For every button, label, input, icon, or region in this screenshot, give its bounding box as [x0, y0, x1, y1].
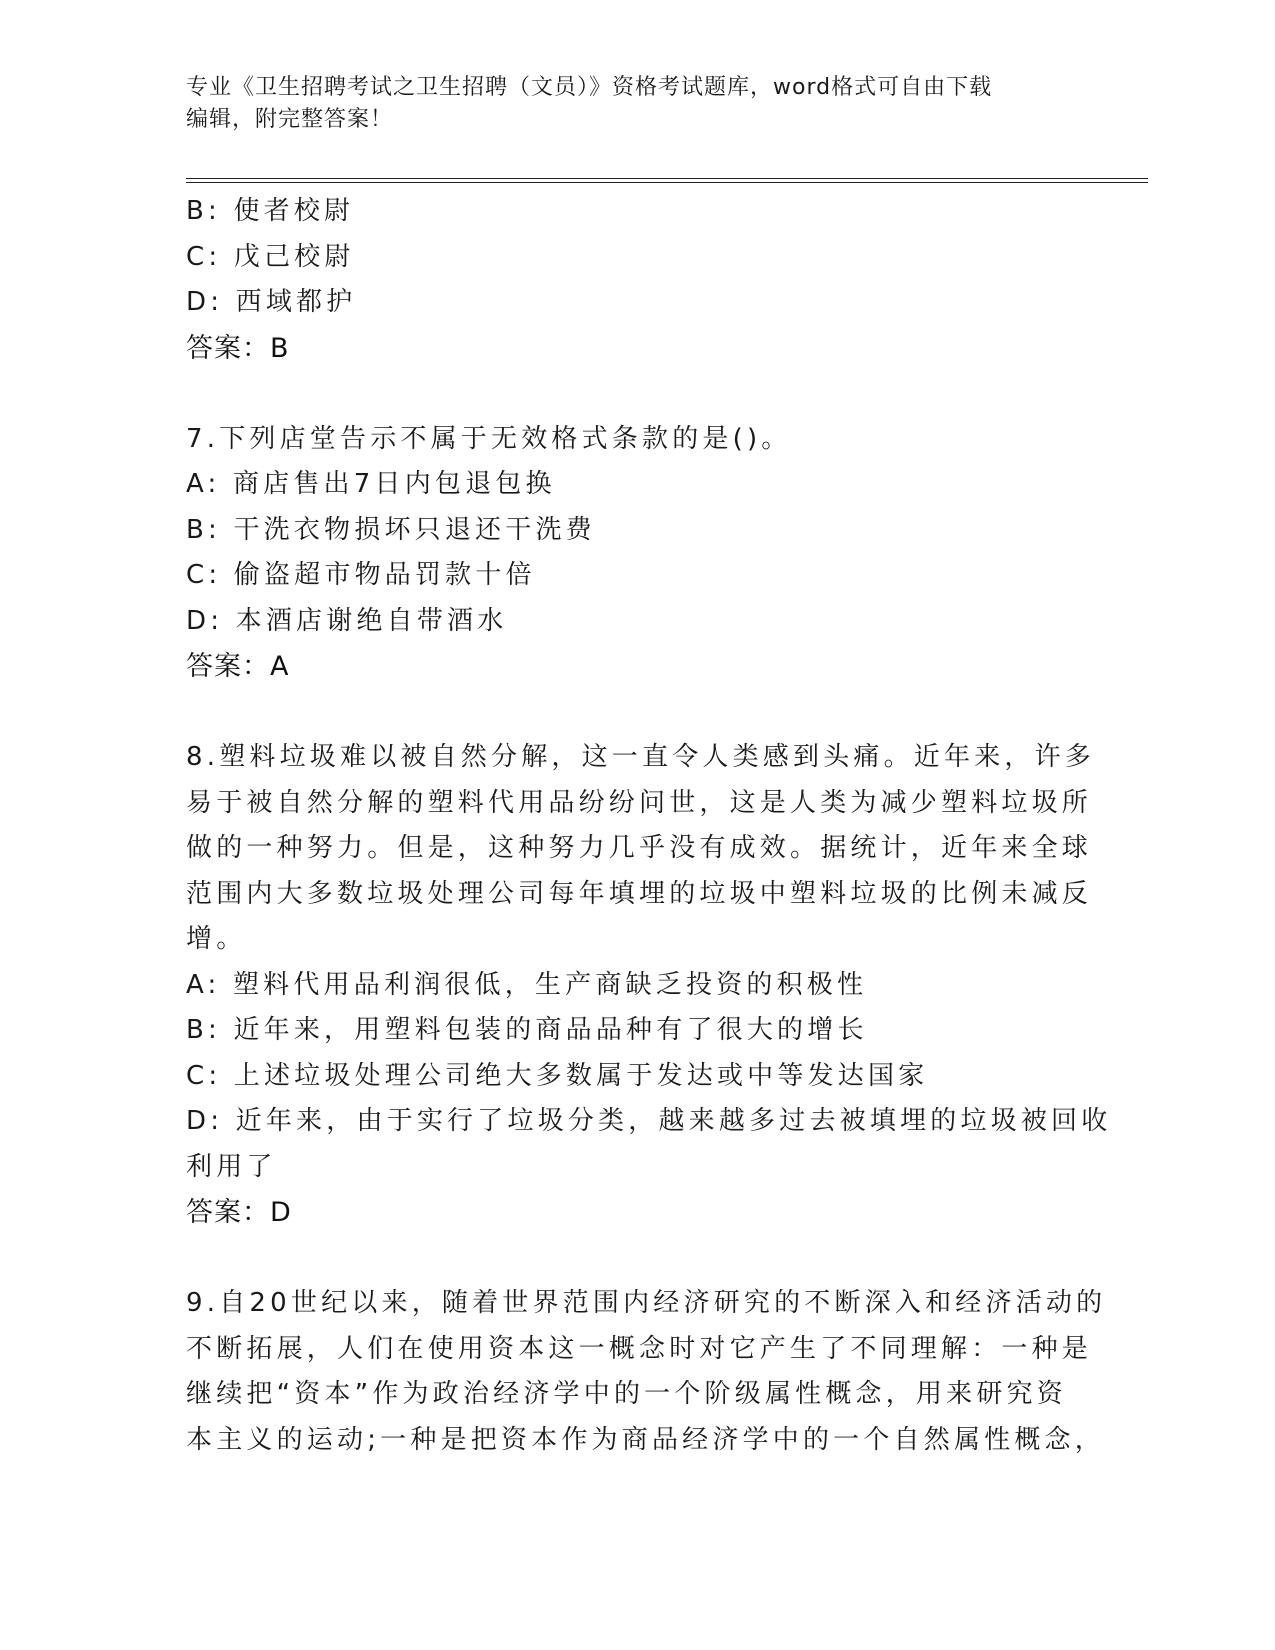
question-list — [186, 189, 1112, 1463]
spacer — [186, 1236, 1076, 1282]
option-a: A: 塑料代用品利润很低，生产商缺乏投资的积极性 — [186, 969, 868, 1000]
header-title-line-2: 编辑，附完整答案！ — [186, 107, 394, 132]
option-a: A: 商店售出7日内包退包换 — [186, 469, 556, 499]
question-stem-line: 易于被自然分解的塑料代用品纷纷问世，这是人类为减少塑料垃圾所 — [186, 787, 1093, 818]
option-b: B: 近年来，用塑料包装的商品品种有了很大的增长 — [186, 1015, 868, 1045]
option-c: C: 偷盗超市物品罚款十倍 — [186, 560, 536, 590]
answer-label: 答案：A — [186, 651, 290, 682]
document-header — [186, 72, 1066, 136]
header-double-rule — [186, 178, 1148, 183]
option-c: C: 戊己校尉 — [186, 241, 355, 272]
option-d-continued: 利用了 — [186, 1151, 277, 1182]
spacer — [186, 690, 1076, 736]
question-stem-line: 继续把“资本”作为政治经济学中的一个阶级属性概念，用来研究资 — [186, 1379, 1067, 1409]
question-9 — [186, 1281, 1107, 1463]
question-stem-line: 9.自20世纪以来，随着世界范围内经济研究的不断深入和经济活动的 — [186, 1288, 1107, 1318]
question-6 — [186, 189, 1076, 371]
header-title-line-1: 专业《卫生招聘考试之卫生招聘（文员）》资格考试题库，word格式可自由下载 — [186, 75, 993, 100]
spacer — [186, 371, 1076, 417]
option-b: B: 使者校尉 — [186, 196, 355, 226]
question-7 — [186, 417, 1076, 690]
question-stem-line: 增。 — [186, 924, 247, 954]
question-stem-line: 本主义的运动;一种是把资本作为商品经济学中的一个自然属性概念， — [186, 1424, 1105, 1455]
option-c: C: 上述垃圾处理公司绝大多数属于发达或中等发达国家 — [186, 1060, 929, 1091]
question-stem-line: 8.塑料垃圾难以被自然分解，这一直令人类感到头痛。近年来，许多 — [186, 742, 1096, 772]
option-d: D: 西域都护 — [186, 287, 357, 317]
question-stem-line: 做的一种努力。但是，这种努力几乎没有成效。据统计，近年来全球 — [186, 833, 1093, 863]
option-d: D: 近年来，由于实行了垃圾分类，越来越多过去被填埋的垃圾被回收 — [186, 1106, 1112, 1136]
question-stem: 7.下列店堂告示不属于无效格式条款的是()。 — [186, 423, 792, 454]
option-b: B: 干洗衣物损坏只退还干洗费 — [186, 514, 596, 545]
answer-label: 答案：D — [186, 1197, 292, 1228]
question-8 — [186, 735, 1112, 1236]
question-stem-line: 范围内大多数垃圾处理公司每年填埋的垃圾中塑料垃圾的比例未减反 — [186, 878, 1093, 909]
answer-label: 答案：B — [186, 332, 290, 364]
question-stem-line: 不断拓展，人们在使用资本这一概念时对它产生了不同理解：一种是 — [186, 1333, 1093, 1364]
option-d: D: 本酒店谢绝自带酒水 — [186, 605, 508, 636]
